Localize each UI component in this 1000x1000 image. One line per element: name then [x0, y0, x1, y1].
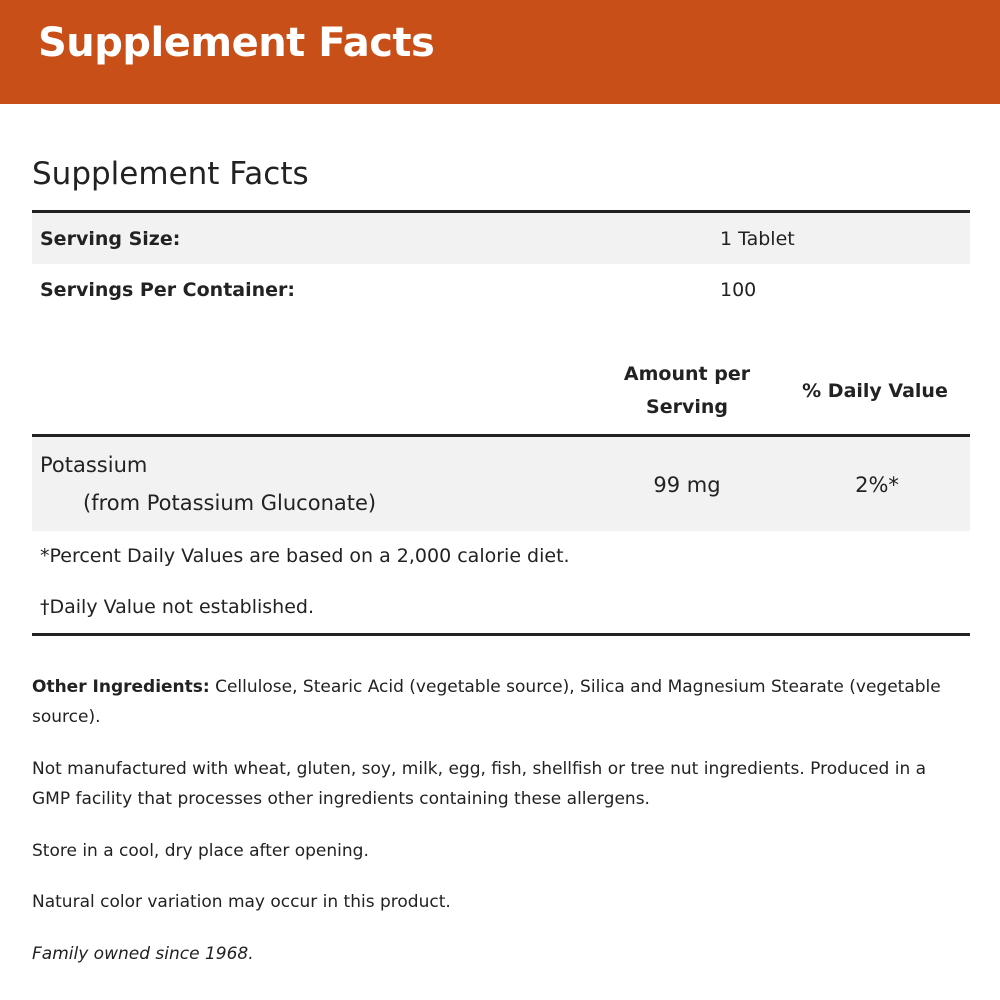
color-variation-note: Natural color variation may occur in this product. — [32, 892, 451, 912]
percent-daily-value-note: *Percent Daily Values are based on a 2,000 calorie diet. — [40, 545, 570, 567]
daily-value-column-header: % Daily Value — [802, 380, 948, 402]
serving-size-label: Serving Size: — [40, 228, 181, 250]
nutrient-name: Potassium — [40, 453, 148, 477]
amount-column-header — [612, 358, 762, 424]
family-owned-note: Family owned since 1968. — [32, 944, 254, 964]
serving-size-value: 1 Tablet — [720, 228, 795, 250]
amount-header-line1: Amount per — [623, 363, 751, 385]
other-ingredients-label: Other Ingredients: — [32, 677, 210, 697]
bottom-rule — [32, 633, 970, 636]
servings-per-container-value: 100 — [720, 279, 757, 301]
allergen-statement: Not manufactured with wheat, gluten, soy, milk, egg, fish, shellfish or tree nut ingredients. Produced in a GMP facility that processes other ingredients containing these allergens. — [32, 759, 927, 809]
nutrient-amount: 99 mg — [653, 473, 721, 497]
banner-title: Supplement Facts — [38, 20, 435, 66]
amount-header-line2: Serving — [646, 396, 728, 418]
storage-instructions: Store in a cool, dry place after opening. — [32, 841, 369, 861]
header-banner — [0, 0, 1000, 104]
section-title: Supplement Facts — [32, 156, 309, 192]
other-ingredients — [32, 672, 967, 732]
nutrient-source: (from Potassium Gluconate) — [83, 491, 377, 515]
nutrient-daily-value: 2%* — [855, 473, 899, 497]
servings-per-container-label: Servings Per Container: — [40, 279, 296, 301]
daily-value-not-established-note: †Daily Value not established. — [40, 596, 315, 618]
nutrient-row — [32, 437, 970, 531]
serving-size-row — [32, 213, 970, 264]
other-ingredients-text: Cellulose, Stearic Acid (vegetable source), Silica and Magnesium Stearate (vegetable source). — [32, 677, 941, 727]
servings-per-container-row — [32, 264, 970, 316]
